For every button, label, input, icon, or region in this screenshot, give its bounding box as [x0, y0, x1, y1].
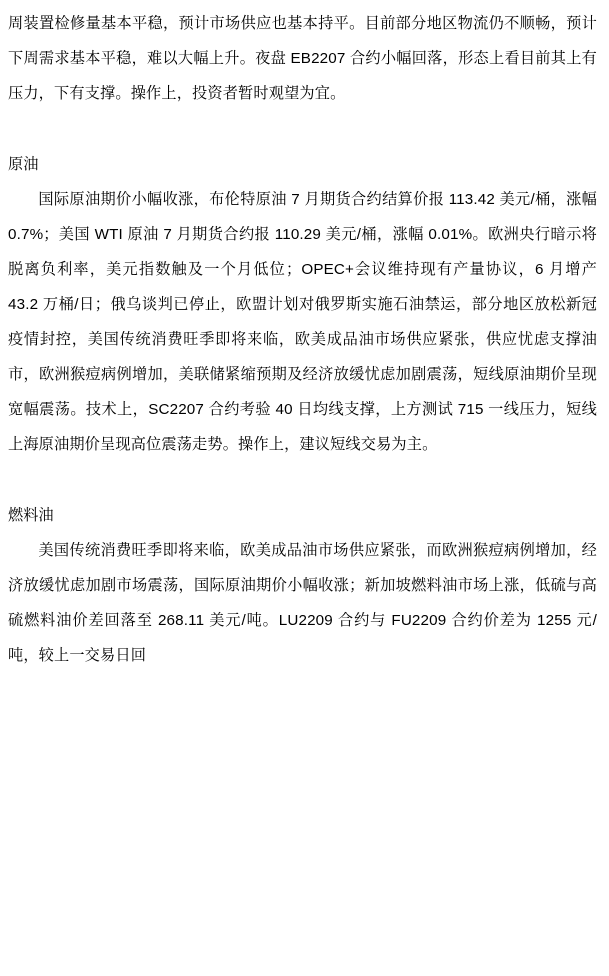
- paragraph-gap: [8, 111, 597, 147]
- paragraph-crude-oil: 国际原油期价小幅收涨，布伦特原油 7 月期货合约结算价报 113.42 美元/桶，涨幅 0.7%；美国 WTI 原油 7 月期货合约报 110.29 美元/桶，涨幅 0.01%。欧洲央行暗示将脱离负利率，美元指数触及一个月低位；OPEC+会议维持现有产量协议，6 月增产 43.2 万桶/日；俄乌谈判已停止，欧盟计划对俄罗斯实施石油禁运，部分地区放松新冠疫情封控，美国传统消费旺季即将来临，欧美成品油市场供应紧张，供应忧虑支撑油市，欧洲猴痘病例增加，美联储紧缩预期及经济放缓忧虑加剧震荡，短线原油期价呈现宽幅震荡。技术上，SC2207 合约考验 40 日均线支撑，上方测试 715 一线压力，短线上海原油期价呈现高位震荡走势。操作上，建议短线交易为主。: [8, 191, 597, 453]
- paragraph-fuel-oil: 美国传统消费旺季即将来临，欧美成品油市场供应紧张，而欧洲猴痘病例增加，经济放缓忧虑加剧市场震荡，国际原油期价小幅收涨；新加坡燃料油市场上涨，低硫与高硫燃料油价差回落至 268.11 美元/吨。LU2209 合约与 FU2209 合约价差为 1255 元/吨，较上一交易日回: [8, 542, 597, 664]
- section-heading-fuel-oil: 燃料油: [8, 507, 54, 524]
- paragraph-asphalt-continuation: 周装置检修量基本平稳，预计市场供应也基本持平。目前部分地区物流仍不顺畅，预计下周需求基本平稳，难以大幅上升。夜盘 EB2207 合约小幅回落，形态上看目前其上有压力，下有支撑。操作上，投资者暂时观望为宜。: [8, 15, 597, 102]
- section-heading-crude-oil: 原油: [8, 156, 39, 173]
- paragraph-gap: [8, 462, 597, 498]
